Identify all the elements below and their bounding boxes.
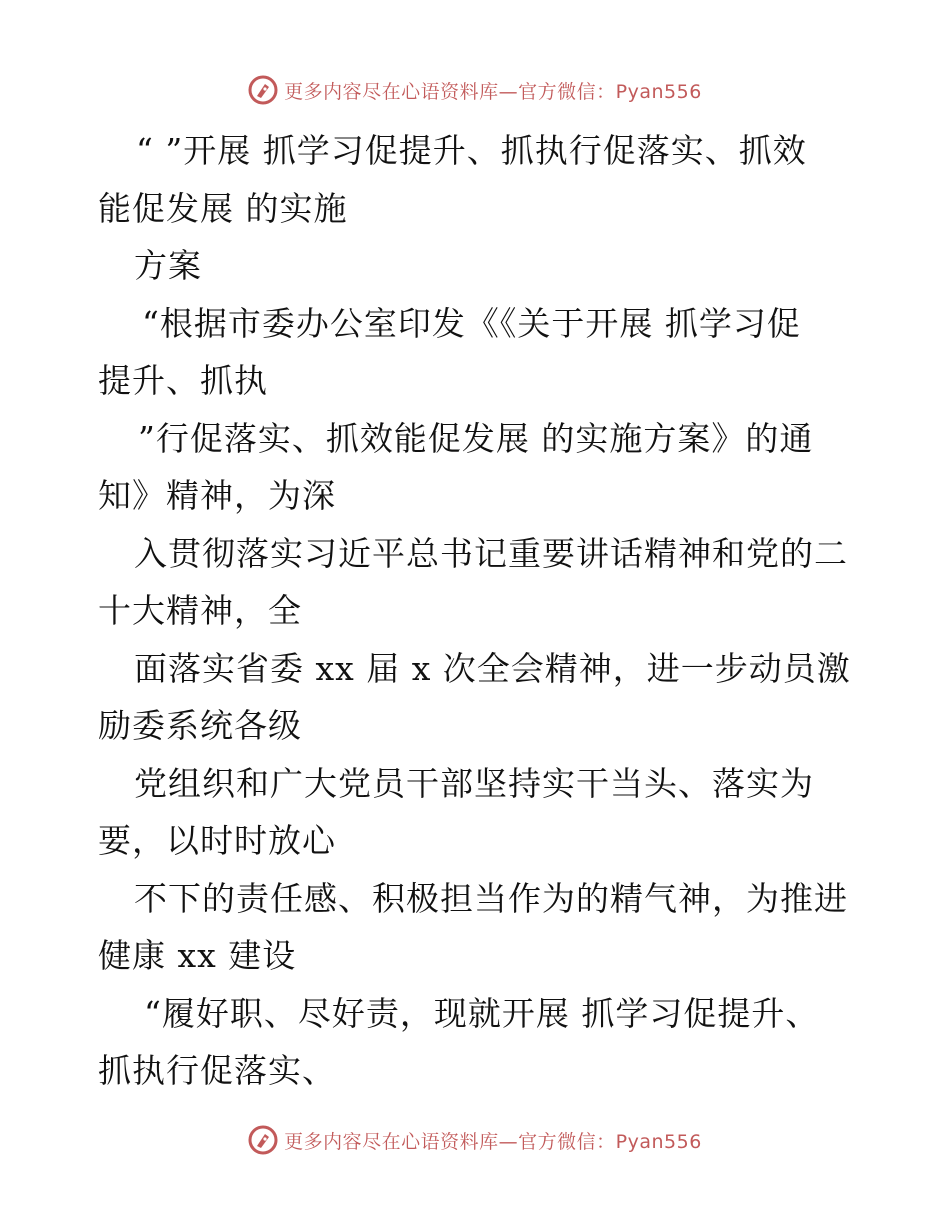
text-line: 抓执行促落实、 (98, 1051, 336, 1090)
text-line: 方案 (134, 246, 202, 285)
text-line: 能促发展 的实施 (98, 188, 348, 228)
header-banner-text: 更多内容尽在心语资料库—官方微信：Pyan556 (284, 80, 702, 103)
text-line: 面落实省委 xx 届 x 次全会精神，进一步动员激 (134, 648, 851, 688)
text-line: “根据市委办公室印发《《关于开展 抓学习促 (142, 303, 801, 343)
footer-banner-text: 更多内容尽在心语资料库—官方微信：Pyan556 (284, 1130, 702, 1153)
text-line: “履好职、尽好责，现就开展 抓学习促提升、 (144, 993, 820, 1033)
text-line: 提升、抓执 (98, 361, 268, 400)
text-line: 要，以时时放心 (98, 821, 336, 860)
document-body (98, 122, 858, 1100)
text-line: 党组织和广大党员干部坚持实干当头、落实为 (134, 763, 814, 803)
text-line: 入贯彻落实习近平总书记重要讲话精神和党的二 (134, 533, 848, 573)
pen-nib-circle-icon (248, 1125, 278, 1155)
text-line: 励委系统各级 (98, 706, 302, 745)
text-line: “ ”开展 抓学习促提升、抓执行促落实、抓效 (136, 131, 807, 170)
footer-banner (0, 1120, 950, 1160)
text-line: 不下的责任感、积极担当作为的精气神，为推进 (134, 878, 848, 918)
text-line: ”行促落实、抓效能促发展 的实施方案》的通 (138, 418, 814, 458)
text-line: 健康 xx 建设 (98, 936, 297, 975)
text-line: 十大精神，全 (98, 591, 302, 630)
pen-nib-circle-icon (248, 75, 278, 105)
text-line: 知》精神，为深 (98, 476, 336, 515)
header-banner (0, 70, 950, 110)
